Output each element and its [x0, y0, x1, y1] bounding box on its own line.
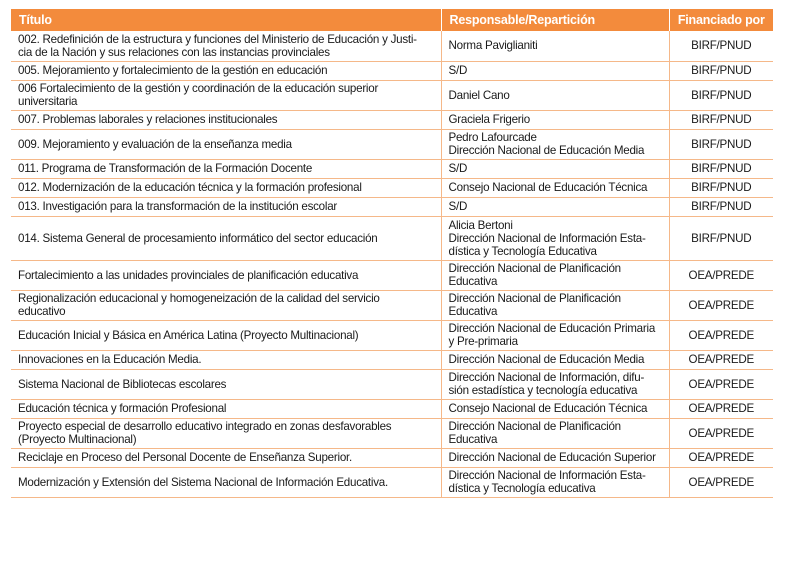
cell-responsable: Dirección Nacional de Planificación Educativa [441, 418, 669, 448]
cell-responsable: Dirección Nacional de Educación Primaria y Pre-primaria [441, 320, 669, 350]
cell-titulo: 009. Mejoramiento y evaluación de la enseñanza media [11, 129, 441, 159]
projects-table-container [11, 9, 773, 498]
table-row [11, 80, 773, 110]
cell-responsable: Dirección Nacional de Educación Media [441, 350, 669, 369]
table-row [11, 399, 773, 418]
cell-responsable: Dirección Nacional de Planificación Educativa [441, 290, 669, 320]
cell-responsable: Dirección Nacional de Información, difu- sión estadística y tecnología educativa [441, 369, 669, 399]
cell-financiado: BIRF/PNUD [669, 216, 773, 260]
header-responsable: Responsable/Repartición [441, 9, 669, 31]
cell-titulo: Innovaciones en la Educación Media. [11, 350, 441, 369]
table-row [11, 350, 773, 369]
cell-financiado: OEA/PREDE [669, 418, 773, 448]
cell-titulo: 012. Modernización de la educación técnica y la formación profesional [11, 178, 441, 197]
table-header [11, 9, 773, 31]
cell-financiado: OEA/PREDE [669, 399, 773, 418]
table-body [11, 31, 773, 497]
cell-titulo: 011. Programa de Transformación de la Formación Docente [11, 159, 441, 178]
cell-financiado: BIRF/PNUD [669, 197, 773, 216]
cell-responsable: Dirección Nacional de Planificación Educativa [441, 260, 669, 290]
cell-responsable: Alicia Bertoni Dirección Nacional de Información Esta- dística y Tecnología Educativa [441, 216, 669, 260]
table-row [11, 260, 773, 290]
cell-titulo: 013. Investigación para la transformación de la institución escolar [11, 197, 441, 216]
cell-titulo: Fortalecimiento a las unidades provinciales de planificación educativa [11, 260, 441, 290]
cell-financiado: BIRF/PNUD [669, 129, 773, 159]
cell-titulo: 002. Redefinición de la estructura y funciones del Ministerio de Educación y Justi- cia de la Nación y sus relaciones con las instancias provinciales [11, 31, 441, 61]
cell-titulo: 007. Problemas laborales y relaciones institucionales [11, 110, 441, 129]
cell-financiado: OEA/PREDE [669, 290, 773, 320]
table-row [11, 129, 773, 159]
cell-responsable: Consejo Nacional de Educación Técnica [441, 178, 669, 197]
cell-financiado: OEA/PREDE [669, 350, 773, 369]
table-row [11, 159, 773, 178]
cell-titulo: Reciclaje en Proceso del Personal Docente de Enseñanza Superior. [11, 448, 441, 467]
cell-responsable: Dirección Nacional de Educación Superior [441, 448, 669, 467]
cell-financiado: OEA/PREDE [669, 448, 773, 467]
table-row [11, 110, 773, 129]
cell-financiado: BIRF/PNUD [669, 178, 773, 197]
header-titulo: Título [11, 9, 441, 31]
table-row [11, 467, 773, 497]
cell-responsable: Norma Paviglianiti [441, 31, 669, 61]
cell-titulo: Proyecto especial de desarrollo educativo integrado en zonas desfavorables (Proyecto Multinacional) [11, 418, 441, 448]
header-row [11, 9, 773, 31]
table-row [11, 178, 773, 197]
table-row [11, 290, 773, 320]
cell-financiado: OEA/PREDE [669, 320, 773, 350]
cell-responsable: S/D [441, 61, 669, 80]
cell-financiado: BIRF/PNUD [669, 110, 773, 129]
cell-responsable: Consejo Nacional de Educación Técnica [441, 399, 669, 418]
cell-financiado: OEA/PREDE [669, 369, 773, 399]
cell-financiado: BIRF/PNUD [669, 159, 773, 178]
cell-financiado: BIRF/PNUD [669, 80, 773, 110]
cell-financiado: BIRF/PNUD [669, 61, 773, 80]
cell-responsable: Daniel Cano [441, 80, 669, 110]
cell-financiado: OEA/PREDE [669, 467, 773, 497]
cell-responsable: S/D [441, 197, 669, 216]
cell-titulo: 005. Mejoramiento y fortalecimiento de la gestión en educación [11, 61, 441, 80]
header-financiado: Financiado por [669, 9, 773, 31]
cell-responsable: Graciela Frigerio [441, 110, 669, 129]
table-row [11, 369, 773, 399]
cell-responsable: S/D [441, 159, 669, 178]
cell-titulo: 014. Sistema General de procesamiento informático del sector educación [11, 216, 441, 260]
cell-responsable: Dirección Nacional de Información Esta- dística y Tecnología educativa [441, 467, 669, 497]
table-row [11, 31, 773, 61]
cell-titulo: Educación técnica y formación Profesional [11, 399, 441, 418]
cell-titulo: Modernización y Extensión del Sistema Nacional de Información Educativa. [11, 467, 441, 497]
cell-titulo: Educación Inicial y Básica en América Latina (Proyecto Multinacional) [11, 320, 441, 350]
table-row [11, 61, 773, 80]
cell-financiado: BIRF/PNUD [669, 31, 773, 61]
cell-titulo: Regionalización educacional y homogeneización de la calidad del servicio educativo [11, 290, 441, 320]
table-row [11, 197, 773, 216]
table-row [11, 320, 773, 350]
projects-table [11, 9, 773, 498]
cell-titulo: Sistema Nacional de Bibliotecas escolares [11, 369, 441, 399]
table-row [11, 448, 773, 467]
cell-financiado: OEA/PREDE [669, 260, 773, 290]
cell-titulo: 006 Fortalecimiento de la gestión y coordinación de la educación superior universitaria [11, 80, 441, 110]
table-row [11, 418, 773, 448]
cell-responsable: Pedro Lafourcade Dirección Nacional de Educación Media [441, 129, 669, 159]
table-row [11, 216, 773, 260]
